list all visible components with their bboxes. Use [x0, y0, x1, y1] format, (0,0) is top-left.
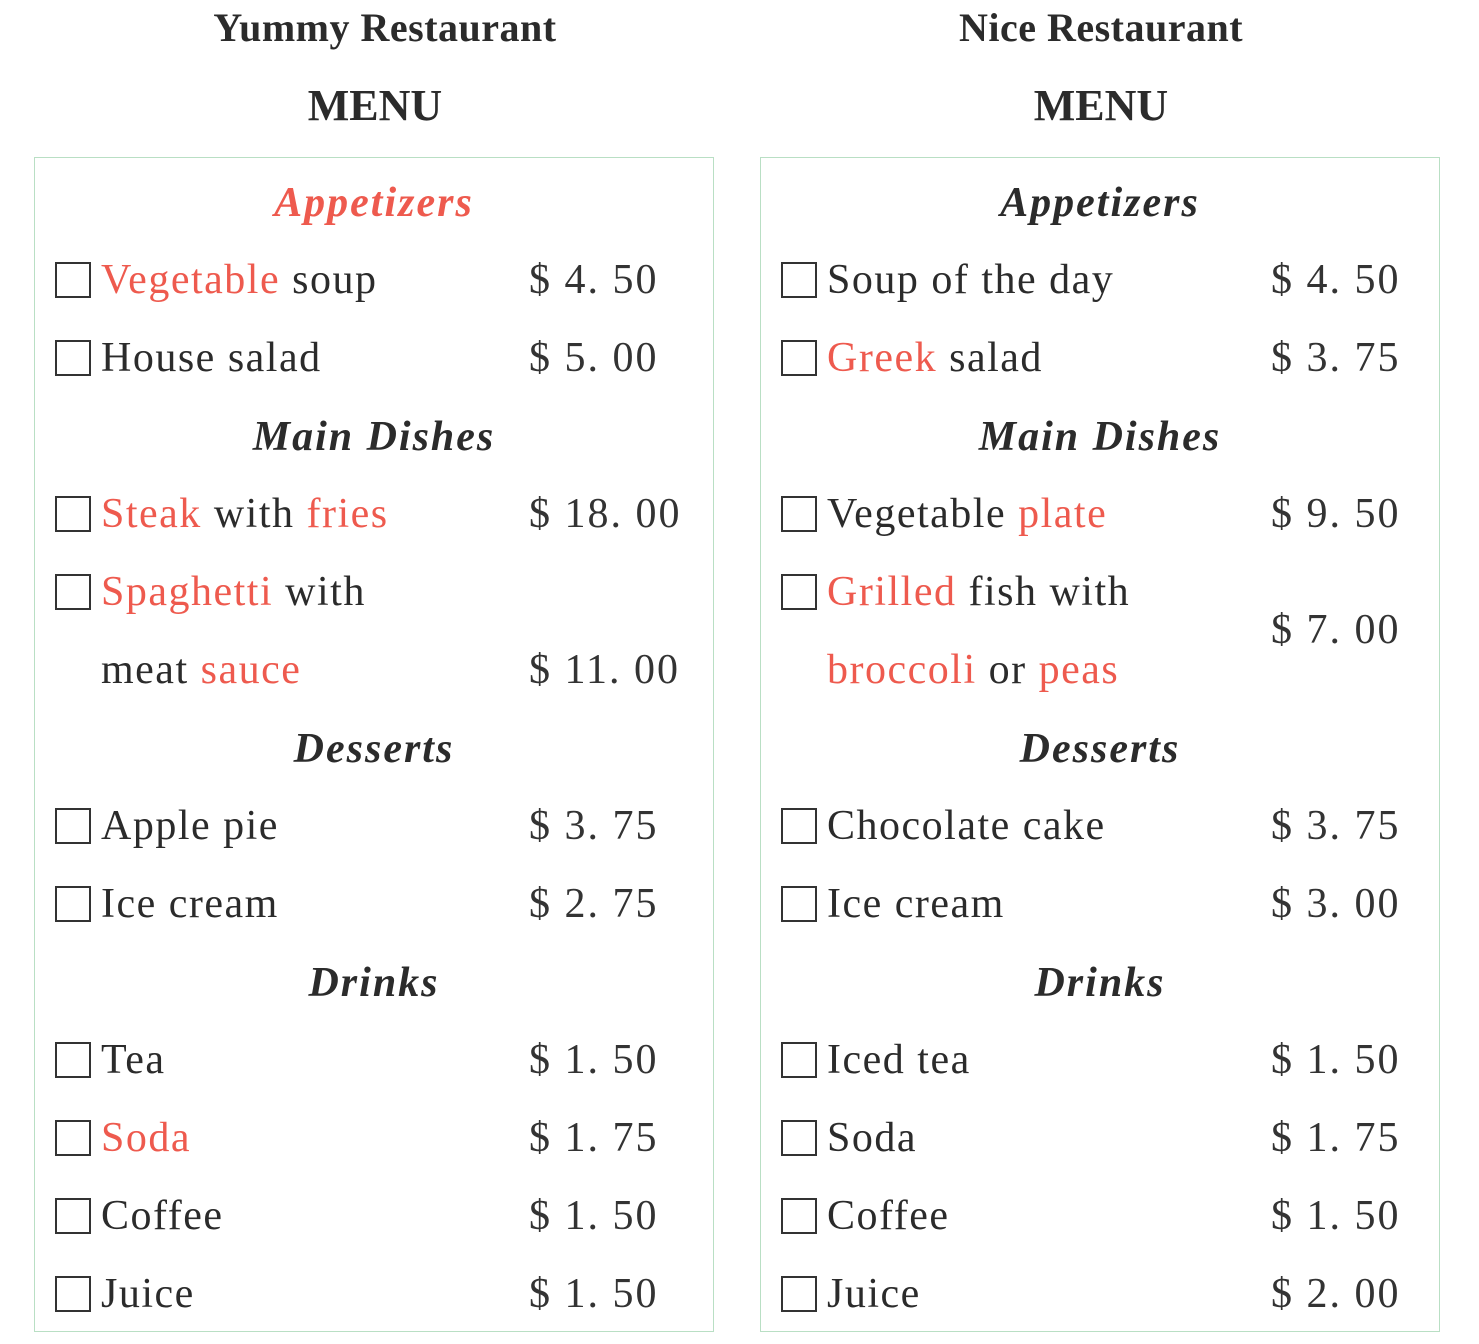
item-name: Apple pie [101, 803, 279, 849]
item-name: Iced tea [827, 1037, 971, 1083]
menu-panel [760, 157, 1440, 1332]
item-price: $ 3. 75 [529, 803, 659, 849]
item-price: $ 1. 50 [1271, 1193, 1401, 1239]
section-main-dishes: Main Dishes [978, 414, 1222, 460]
item-checkbox[interactable] [55, 340, 91, 376]
item-checkbox[interactable] [781, 886, 817, 922]
section-appetizers: Appetizers [274, 180, 474, 226]
section-desserts: Desserts [293, 726, 455, 772]
item-checkbox[interactable] [781, 1042, 817, 1078]
item-price: $ 1. 50 [529, 1193, 659, 1239]
item-price: $ 2. 00 [1271, 1271, 1401, 1317]
item-price: $ 1. 75 [529, 1115, 659, 1161]
item-checkbox[interactable] [781, 1120, 817, 1156]
item-checkbox[interactable] [55, 1276, 91, 1312]
item-name: House salad [101, 335, 322, 381]
item-price: $ 3. 75 [1271, 335, 1401, 381]
item-checkbox[interactable] [781, 574, 817, 610]
item-name: Vegetable plate [827, 491, 1108, 537]
section-appetizers: Appetizers [1000, 180, 1200, 226]
item-name: Grilled fish with [827, 569, 1131, 615]
item-checkbox[interactable] [781, 262, 817, 298]
section-main-dishes: Main Dishes [252, 414, 496, 460]
item-price: $ 9. 50 [1271, 491, 1401, 537]
item-name-continued: broccoli or peas [827, 647, 1120, 693]
item-name: Soup of the day [827, 257, 1115, 303]
item-price: $ 11. 00 [529, 647, 680, 693]
item-price: $ 1. 50 [529, 1271, 659, 1317]
item-checkbox[interactable] [781, 496, 817, 532]
item-name: Spaghetti with [101, 569, 366, 615]
item-price: $ 18. 00 [529, 491, 682, 537]
item-checkbox[interactable] [55, 1042, 91, 1078]
item-checkbox[interactable] [781, 1198, 817, 1234]
yummy-menu [34, 0, 716, 1344]
item-name: Tea [101, 1037, 166, 1083]
item-checkbox[interactable] [55, 262, 91, 298]
item-price: $ 1. 50 [1271, 1037, 1401, 1083]
item-name-continued: meat sauce [101, 647, 302, 693]
item-name: Soda [827, 1115, 917, 1161]
item-name: Ice cream [827, 881, 1005, 927]
item-name: Coffee [101, 1193, 224, 1239]
item-price: $ 1. 75 [1271, 1115, 1401, 1161]
section-drinks: Drinks [308, 960, 440, 1006]
item-checkbox[interactable] [781, 1276, 817, 1312]
item-price: $ 3. 75 [1271, 803, 1401, 849]
item-price: $ 2. 75 [529, 881, 659, 927]
item-checkbox[interactable] [55, 1120, 91, 1156]
item-checkbox[interactable] [55, 808, 91, 844]
item-name: Juice [101, 1271, 195, 1317]
section-drinks: Drinks [1034, 960, 1166, 1006]
item-name: Coffee [827, 1193, 950, 1239]
item-checkbox[interactable] [55, 886, 91, 922]
item-price: $ 4. 50 [1271, 257, 1401, 303]
item-name: Ice cream [101, 881, 279, 927]
restaurant-name: Nice Restaurant [958, 5, 1244, 50]
item-name: Greek salad [827, 335, 1043, 381]
item-name: Chocolate cake [827, 803, 1106, 849]
item-name: Vegetable soup [101, 257, 378, 303]
restaurant-name: Yummy Restaurant [213, 5, 557, 50]
item-price: $ 1. 50 [529, 1037, 659, 1083]
item-name: Juice [827, 1271, 921, 1317]
item-price: $ 7. 00 [1271, 607, 1401, 653]
item-checkbox[interactable] [781, 340, 817, 376]
menu-panel [34, 157, 714, 1332]
nice-menu [760, 0, 1442, 1344]
item-checkbox[interactable] [55, 574, 91, 610]
section-desserts: Desserts [1019, 726, 1181, 772]
item-checkbox[interactable] [55, 1198, 91, 1234]
item-checkbox[interactable] [55, 496, 91, 532]
item-name: Soda [101, 1115, 191, 1161]
item-name: Steak with fries [101, 491, 389, 537]
item-price: $ 3. 00 [1271, 881, 1401, 927]
item-price: $ 5. 00 [529, 335, 659, 381]
menu-title: MENU [307, 81, 443, 130]
item-price: $ 4. 50 [529, 257, 659, 303]
item-checkbox[interactable] [781, 808, 817, 844]
menu-title: MENU [1033, 81, 1169, 130]
